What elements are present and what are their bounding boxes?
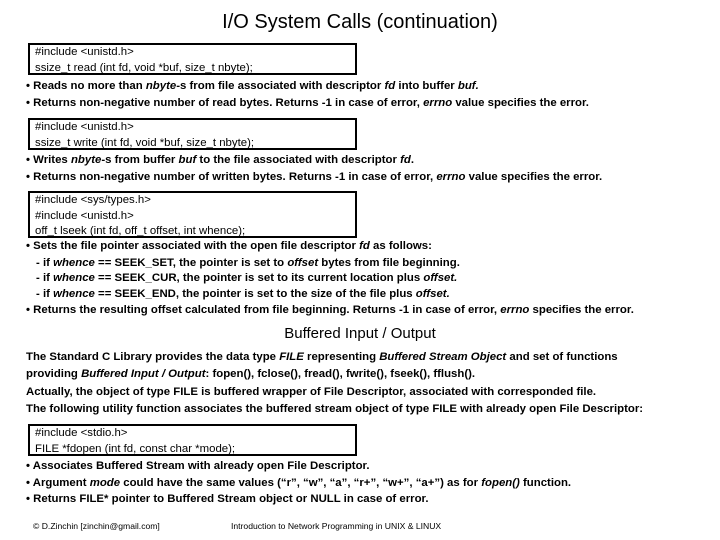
lseek-code-box [28,191,357,238]
code-line: ssize_t read (int fd, void *buf, size_t nbyte); [35,61,253,74]
fdopen-code-box [28,424,357,456]
code-line: #include <unistd.h> [35,46,134,58]
fdopen-bullet-3: • Returns FILE* pointer to Buffered Stream object or NULL in case of error. [26,493,429,505]
code-line: off_t lseek (int fd, off_t offset, int whence); [35,225,246,237]
code-line: #include <stdio.h> [35,427,128,439]
fdopen-bullet-2: • Argument mode could have the same values (“r”, “w”, “a”, “r+”, “w+”, “a+”) as for fopen() function. [26,477,572,489]
page-title: I/O System Calls (continuation) [222,11,498,33]
paragraph-2: providing Buffered Input / Output: fopen(), fclose(), fread(), fwrite(), fseek(), fflush(). [26,368,476,380]
read-code-box [28,43,357,75]
lseek-sub-3: - if whence == SEEK_END, the pointer is set to the size of the file plus offset. [36,288,450,300]
write-bullet-2: • Returns non-negative number of written bytes. Returns -1 in case of error, errno value specifies the error. [26,171,603,183]
paragraph-3: Actually, the object of type FILE is buffered wrapper of File Descriptor, associated with corresponded file. [26,386,597,398]
read-bullet-1: • Reads no more than nbyte-s from file associated with descriptor fd into buffer buf. [26,80,479,92]
footer-course-title: Introduction to Network Programming in UNIX & LINUX [231,521,442,531]
code-line: FILE *fdopen (int fd, const char *mode); [35,442,236,455]
lseek-bullet-1: • Sets the file pointer associated with the open file descriptor fd as follows: [26,240,432,252]
paragraph-1: The Standard C Library provides the data type FILE representing Buffered Stream Object and set of functions [26,351,618,363]
lseek-sub-2: - if whence == SEEK_CUR, the pointer is set to its current location plus offset. [36,272,458,284]
code-line: #include <unistd.h> [35,121,134,133]
lseek-bullet-2: • Returns the resulting offset calculated from file beginning. Returns -1 in case of error, errno specifies the error. [26,304,634,316]
paragraph-4: The following utility function associates the buffered stream object of type FILE with already open File Descriptor: [26,403,644,415]
code-line: #include <unistd.h> [35,209,134,222]
section-title: Buffered Input / Output [284,325,436,342]
write-code-box [28,118,357,150]
read-bullet-2: • Returns non-negative number of read bytes. Returns -1 in case of error, errno value specifies the error. [26,97,589,109]
footer-copyright: © D.Zinchin [zinchin@gmail.com] [33,521,160,531]
lseek-sub-1: - if whence == SEEK_SET, the pointer is set to offset bytes from file beginning. [36,257,460,269]
write-bullet-1: • Writes nbyte-s from buffer buf to the file associated with descriptor fd. [26,154,415,166]
code-line: ssize_t write (int fd, void *buf, size_t nbyte); [35,136,255,149]
code-line: #include <sys/types.h> [35,194,151,206]
fdopen-bullet-1: • Associates Buffered Stream with already open File Descriptor. [26,460,370,472]
